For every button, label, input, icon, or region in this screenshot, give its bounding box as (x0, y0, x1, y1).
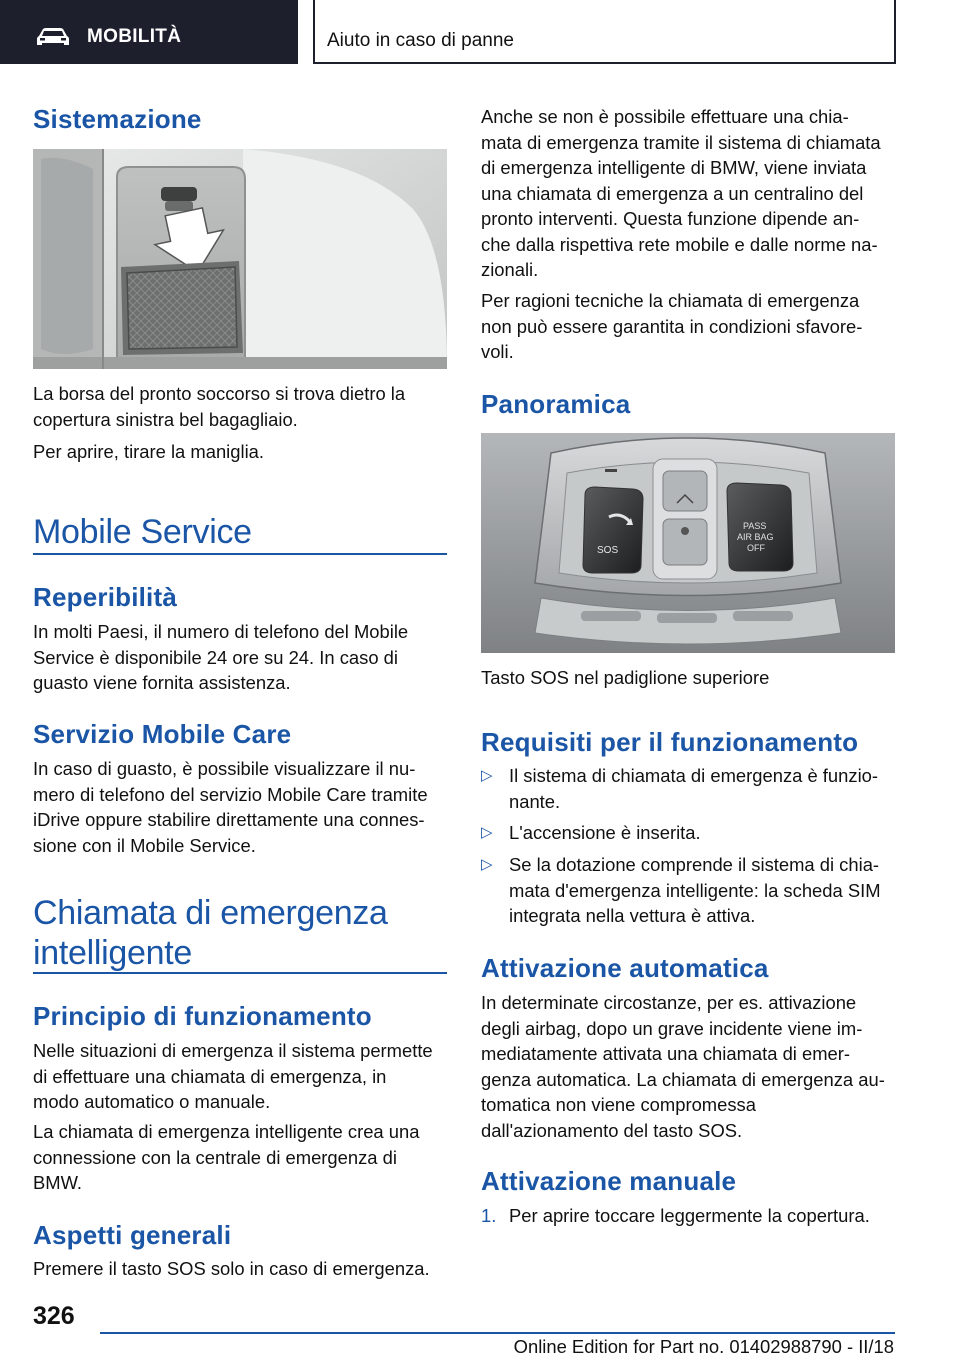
triangle-bullet-icon: ▷ (481, 824, 493, 841)
text-line: mero di telefono del servizio Mobile Care tramite (33, 783, 428, 805)
text-line: voli. (481, 341, 514, 362)
para-principio-2 (33, 1119, 419, 1196)
text-line: In determinate circostanze, per es. attivazione (481, 992, 857, 1013)
text-line: tomatica non viene compromessa (481, 1094, 756, 1115)
heading-aspetti: Aspetti generali (33, 1220, 232, 1250)
heading-mobile-care: Servizio Mobile Care (33, 719, 292, 749)
heading-attivazione-automatica: Attivazione automatica (481, 953, 769, 983)
text-line: iDrive oppure stabilire direttamente una connes- (33, 809, 425, 830)
para-principio-1 (33, 1038, 433, 1115)
text-line: dall'azionamento del tasto SOS. (481, 1119, 743, 1141)
text-line: genza automatica. La chiamata di emergenza au- (481, 1068, 885, 1090)
text-line: mediatamente attivata una chiamata di emer- (481, 1043, 851, 1064)
divider (33, 553, 447, 555)
text-line: di emergenza intelligente di BMW, viene inviata (481, 157, 867, 178)
car-icon (36, 27, 70, 47)
text-line: Per ragioni tecniche la chiamata di emergenza (481, 290, 860, 311)
text-line: connessione con la centrale di emergenza di (33, 1146, 397, 1168)
heading-attivazione-manuale: Attivazione manuale (481, 1166, 737, 1196)
text-line: La chiamata di emergenza intelligente crea una (33, 1121, 420, 1142)
text-line: che dalla rispettiva rete mobile e dalle norme na- (481, 233, 878, 255)
para-reperibilita (33, 619, 408, 696)
text-line: sione con il Mobile Service. (33, 834, 256, 856)
page-number: 326 (33, 1302, 75, 1330)
off-label: OFF (747, 543, 765, 553)
chapter-tab (313, 0, 896, 64)
text-line: BMW. (33, 1172, 83, 1193)
heading-panoramica: Panoramica (481, 389, 631, 419)
heading-line: intelligente (33, 934, 192, 972)
footer-edition: Online Edition for Part no. 01402988790 - II/18 (513, 1336, 894, 1357)
text-line: Anche se non è possibile effettuare una chia- (481, 106, 849, 127)
heading-requisiti: Requisiti per il funzionamento (481, 727, 859, 757)
para-ragioni (481, 288, 862, 365)
para-aspetti: Premere il tasto SOS solo in caso di emergenza. (33, 1258, 430, 1279)
airbag-label: AIR BAG (737, 532, 774, 542)
triangle-bullet-icon: ▷ (481, 856, 493, 873)
text-line: mata di emergenza tramite il sistema di chiamata (481, 131, 881, 153)
para-attivazione-automatica (481, 990, 885, 1143)
text-line: integrata nella vettura è attiva. (509, 905, 756, 926)
text-line: di effettuare una chiamata di emergenza, in (33, 1065, 387, 1087)
para-sistemazione-1 (33, 381, 405, 432)
heading-mobile-service: Mobile Service (33, 513, 252, 551)
text-line: Service è disponibile 24 ore su 24. In caso di (33, 646, 398, 668)
text-line: Il sistema di chiamata di emergenza è funzio- (509, 765, 879, 786)
text-line: In caso di guasto, è possibile visualizzare il nu- (33, 758, 416, 779)
text-line: non può essere garantita in condizioni sfavore- (481, 315, 863, 337)
text-line: L'accensione è inserita. (509, 822, 701, 843)
chapter-title: Aiuto in caso di panne (327, 30, 514, 51)
text-line: In molti Paesi, il numero di telefono del Mobile (33, 621, 409, 642)
text-line: Se la dotazione comprende il sistema di chia- (509, 854, 880, 875)
text-line: pronto interventi. Questa funzione dipende an- (481, 208, 860, 229)
text-line: zionali. (481, 259, 539, 280)
text-line: modo automatico o manuale. (33, 1091, 271, 1112)
para-sistemazione-2: Per aprire, tirare la maniglia. (33, 441, 264, 462)
text-line: degli airbag, dopo un grave incidente viene im- (481, 1017, 863, 1039)
para-anche (481, 104, 881, 283)
step-number: 1. (481, 1205, 497, 1226)
heading-chiamata-emergenza (33, 893, 388, 973)
text-line: mata d'emergenza intelligente: la scheda SIM (509, 879, 881, 901)
caption-sos: Tasto SOS nel padiglione superiore (481, 667, 770, 688)
pass-label: PASS (743, 521, 767, 531)
first-aid-compartment-image (33, 149, 447, 369)
sos-label: SOS (597, 545, 619, 556)
text-line: una chiamata di emergenza a un centralino del (481, 182, 864, 204)
text-line: nante. (509, 790, 561, 812)
sos-button-image (481, 433, 895, 653)
divider (33, 972, 447, 974)
triangle-bullet-icon: ▷ (481, 767, 493, 784)
heading-line: Chiamata di emergenza (33, 894, 388, 932)
text-line: copertura sinistra bel bagagliaio. (33, 408, 298, 430)
text-line: guasto viene fornita assistenza. (33, 672, 291, 693)
heading-principio: Principio di funzionamento (33, 1001, 372, 1031)
footer-divider (100, 1332, 895, 1334)
heading-sistemazione: Sistemazione (33, 104, 202, 134)
section-title: MOBILITÀ (87, 26, 182, 47)
text-line: Nelle situazioni di emergenza il sistema permette (33, 1040, 433, 1061)
section-tab (0, 0, 298, 64)
step-text: Per aprire toccare leggermente la copertura. (509, 1205, 870, 1226)
heading-reperibilita: Reperibilità (33, 582, 177, 612)
text-line: La borsa del pronto soccorso si trova dietro la (33, 383, 406, 404)
para-mobile-care (33, 756, 428, 858)
